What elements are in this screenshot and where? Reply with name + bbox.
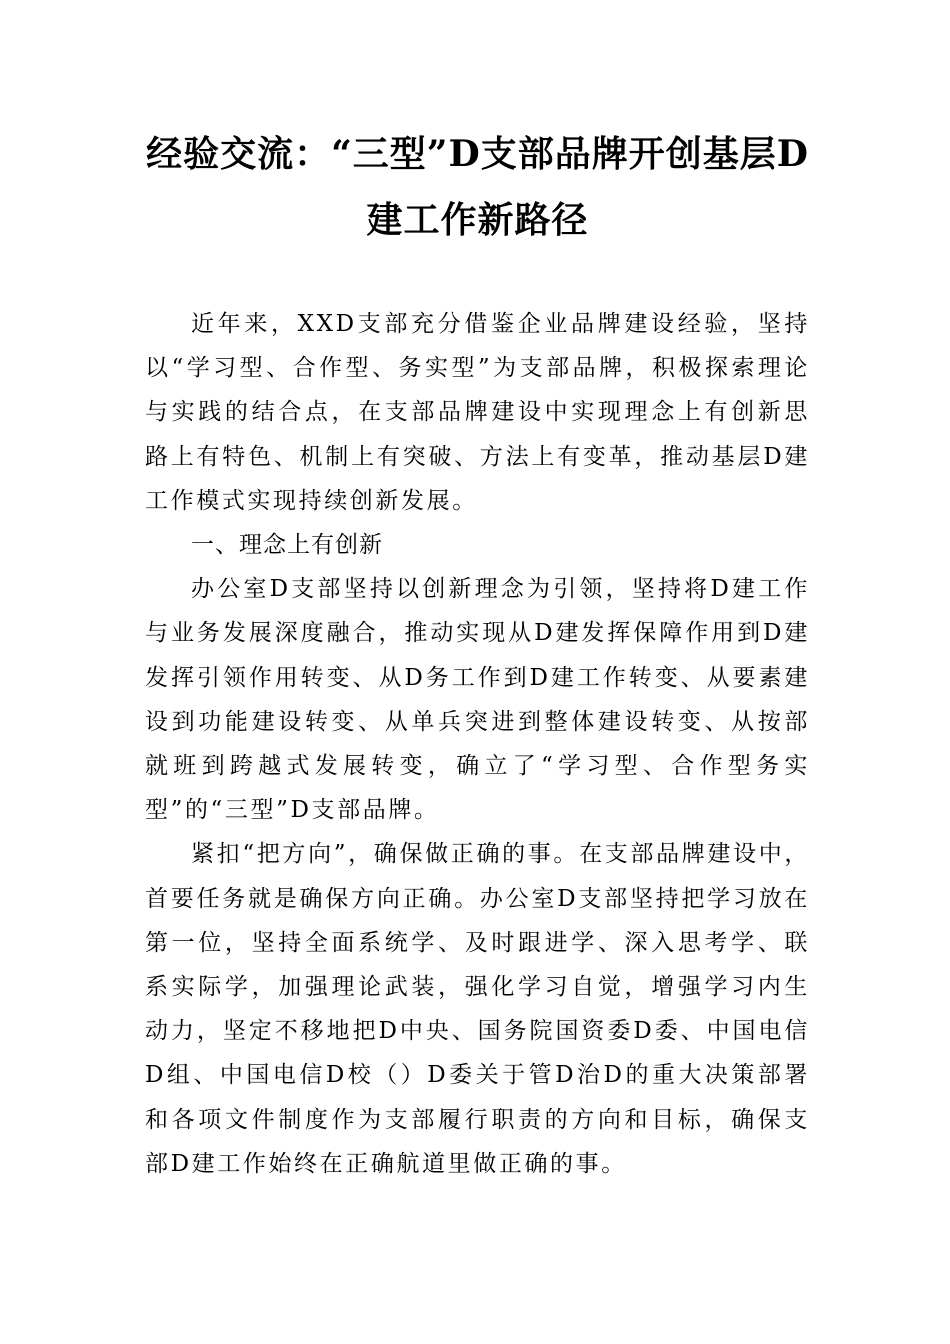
document-title-line-1: 经验交流：“三型”D支部品牌开创基层D [146,133,809,175]
intro-paragraph: 近年来，XXD支部充分借鉴企业品牌建设经验，坚持以“学习型、合作型、务实型”为支部品牌，积极探索理论与实践的结合点，在支部品牌建设中实现理念上有创新思路上有特色、机制上有突破、方法上有变革，推动基层D建工作模式实现持续创新发展。 [145,311,810,514]
document-title-line-2: 建工作新路径 [366,199,589,241]
body-paragraph: 办公室D支部坚持以创新理念为引领，坚持将D建工作与业务发展深度融合，推动实现从D建发挥保障作用到D建发挥引领作用转变、从D务工作到D建工作转变、从要素建设到功能建设转变、从单兵突进到整体建设转变、从按部就班到跨越式发展转变，确立了“学习型、合作型务实型”的“三型”D支部品牌。 [145,576,810,824]
section-heading-1: 一、理念上有创新 [191,532,383,559]
body-paragraph: 紧扣“把方向”，确保做正确的事。在支部品牌建设中，首要任务就是确保方向正确。办公室D支部坚持把学习放在第一位，坚持全面系统学、及时跟进学、深入思考学、联系实际学，加强理论武装，强化学习自觉，增强学习内生动力，坚定不移地把D中央、国务院国资委D委、中国电信D组、中国电信D校（）D委关于管D治D的重大决策部署和各项文件制度作为支部履行职责的方向和目标，确保支部D建工作始终在正确航道里做正确的事。 [145,841,810,1177]
document-body [145,302,810,1186]
